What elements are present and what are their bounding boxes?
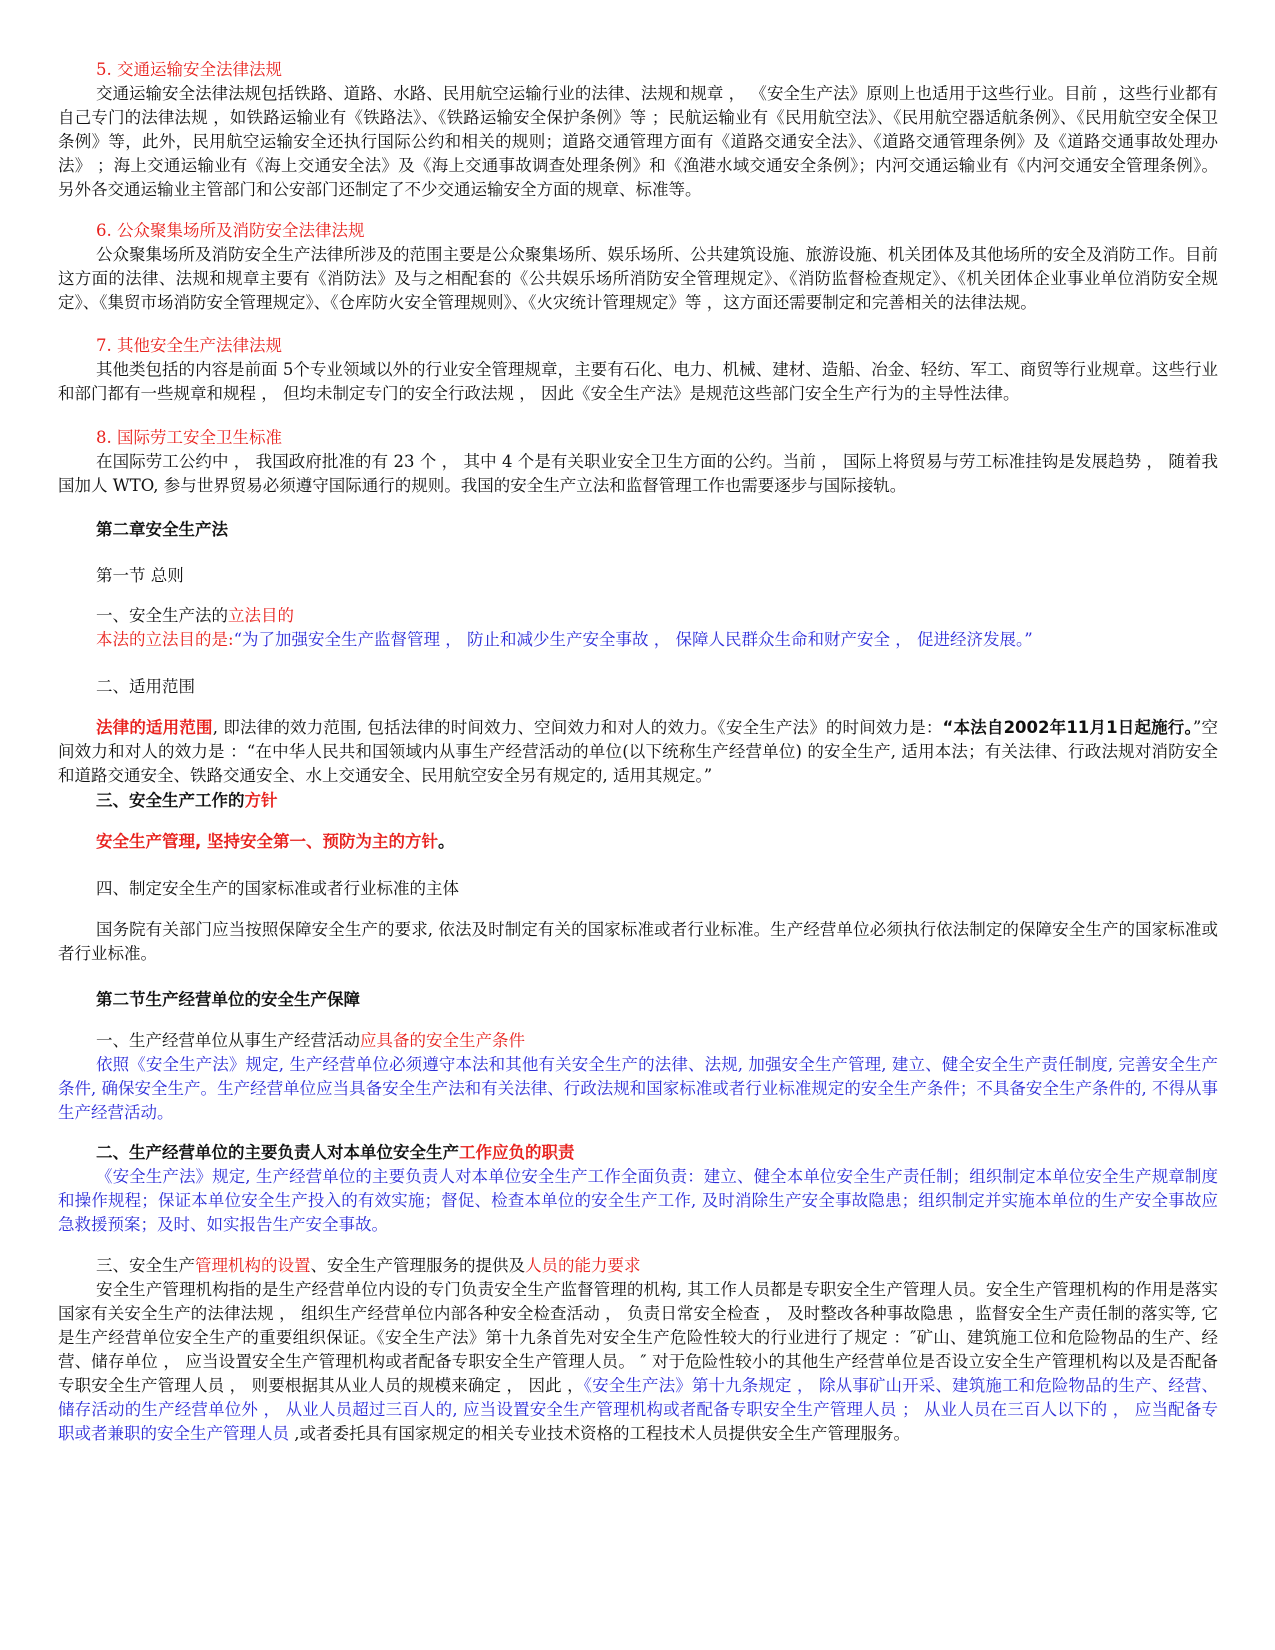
chapter-2-title: 第二章安全生产法 <box>96 520 228 539</box>
organization-heading-a: 三、安全生产 <box>96 1256 195 1275</box>
scope-heading: 二、适用范围 <box>96 677 195 696</box>
section-7-title: 7. 其他安全生产法律法规 <box>96 336 282 355</box>
section-8-title: 8. 国际劳工安全卫生标准 <box>96 428 282 447</box>
purpose-text-lead: 本法的立法目的是: <box>96 630 234 649</box>
section-6-text: 公众聚集场所及消防安全生产法律所涉及的范围主要是公众聚集场所、娱乐场所、公共建筑设施、旅游设施、机关团体及其他场所的安全及消防工作。目前这方面的法律、法规和规章主要有《消防法》及与之相配套的《公共娱乐场所消防安全管理规定》、《消防监督检查规定》、《机关团体企业事业单位消防安全规定》、《集贸市场消防安全管理规定》、《仓库防火安全管理规则》、《火灾统计管理规定》等 ，这方面还需要制定和完善相关的法律法规。 <box>58 245 1218 312</box>
standards-heading: 四、制定安全生产的国家标准或者行业标准的主体 <box>96 879 459 898</box>
purpose-heading-prefix: 一、安全生产法的 <box>96 606 228 625</box>
policy-text <box>96 830 455 854</box>
policy-heading-highlight: 方针 <box>244 791 278 810</box>
section-5-title: 5. 交通运输安全法律法规 <box>96 60 282 79</box>
organization-text-a: 安全生产管理机构指的是生产经营单位内设的专门负责安全生产监督管理的机构, 其工作人员都是专职安全生产管理人员。安全生产管理机构的作用是落实国家有关安全生产的法律法规 ， 组织生产经营单位内部各种安全检查活动 ， 负责日常安全检查 ， 及时整改各种事故隐患 ，监督安全生产责任制的落实等, 它是生产经营单位安全生产的重要组织保证。《安全生产法》第十九条首先对安全生产危险性较大的行业进行了规定 ：″矿山、建筑施工位和危险物品的生产、经营、储存单位 ， 应当设置安全生产管理机构或者配备专职安全生产管理人员。 ″ 对于危险性较小的其他生产经营单位是否设立安全生产管理机构以及是否配备专职安全生产管理人员 ， 则要根据其从业人员的规模来确定 ， 因此 ， <box>58 1280 1218 1395</box>
responsibility-heading-prefix: 二、生产经营单位的主要负责人对本单位安全生产 <box>96 1143 459 1162</box>
policy-text-end: 。 <box>438 832 455 851</box>
responsibility-heading <box>96 1141 575 1165</box>
section-1-title: 第一节 总则 <box>96 566 184 585</box>
purpose-text-quote: “为了加强安全生产监督管理 ， 防止和减少生产安全事故 ， 保障人民群众生命和财产安全 ， 促进经济发展。” <box>233 630 1033 649</box>
organization-heading <box>96 1254 641 1278</box>
scope-text-lead: 法律的适用范围 <box>96 718 213 737</box>
organization-text <box>58 1278 1218 1446</box>
section-8-text: 在国际劳工公约中 ， 我国政府批准的有 23 个 ， 其中 4 个是有关职业安全卫生方面的公约。当前 ， 国际上将贸易与劳工标准挂钩是发展趋势 ， 随着我国加人 WTO, 参与世界贸易必须遵守国际通行的规则。我国的安全生产立法和监督管理工作也需要逐步与国际接轨。 <box>58 452 1218 495</box>
conditions-heading-prefix: 一、生产经营单位从事生产经营活动 <box>96 1031 360 1050</box>
conditions-heading-highlight: 应具备的安全生产条件 <box>360 1031 525 1050</box>
scope-text-bold: “本法自2002年11月1日起施行。 <box>942 718 1193 737</box>
policy-heading <box>96 789 278 813</box>
scope-text-body-b: ”空间效力和对人的效力是 ：“在中华人民共和国领域内从事生产经营活动的单位(以下统称生产经营单位) 的安全生产, 适用本法；有关法律、行政法规对消防安全和道路交通安全、铁路交通安全、水上交通安全、民用航空安全另有规定的, 适用其规定。” <box>58 718 1218 785</box>
conditions-heading <box>96 1029 525 1053</box>
purpose-heading-highlight: 立法目的 <box>228 606 294 625</box>
policy-text-body: 安全生产管理, 坚持安全第一、预防为主的方针 <box>96 832 439 851</box>
organization-text-c: ,或者委托具有国家规定的相关专业技术资格的工程技术人员提供安全生产管理服务。 <box>289 1424 910 1443</box>
scope-text <box>58 716 1218 788</box>
section-5-text: 交通运输安全法律法规包括铁路、道路、水路、民用航空运输行业的法律、法规和规章 ， 《安全生产法》原则上也适用于这些行业。目前 ，这些行业都有自己专门的法律法规 ，如铁路运输业有《铁路法》、《铁路运输安全保护条例》等 ；民航运输业有《民用航空法》、《民用航空器适航条例》、《民用航空安全保卫条例》等，此外，民用航空运输安全还执行国际公约和相关的规则；道路交通管理方面有《道路交通安全法》、《道路交通管理条例》及《道路交通事故处理办法》 ；海上交通运输业有《海上交通安全法》及《海上交通事故调查处理条例》和《渔港水域交通安全条例》；内河交通运输业有《内河交通安全管理条例》。另外各交通运输业主管部门和公安部门还制定了不少交通运输安全方面的规章、标准等。 <box>58 84 1218 199</box>
policy-heading-prefix: 三、安全生产工作的 <box>96 791 245 810</box>
section-7-text: 其他类包括的内容是前面 5个专业领域以外的行业安全管理规章，主要有石化、电力、机械、建材、造船、冶金、轻纺、军工、商贸等行业规章。这些行业和部门都有一些规章和规程 ， 但均未制定专门的安全行政法规 ， 因此《安全生产法》是规范这些部门安全生产行为的主导性法律。 <box>58 360 1218 403</box>
organization-text-b: 《安全生产法》第十九条规定 ， 除从事矿山开采、建筑施工和危险物品的生产、经营、储存活动的生产经营单位外 ， 从业人员超过三百人的, 应当设置安全生产管理机构或者配备专职安全生产管理人员 ； 从业人员在三百人以下的 ， 应当配备专职或者兼职的安全生产管理人员 <box>58 1376 1218 1443</box>
organization-heading-b: 管理机构的设置 <box>195 1256 311 1275</box>
responsibility-text: 《安全生产法》规定, 生产经营单位的主要负责人对本单位安全生产工作全面负责：建立、健全本单位安全生产责任制；组织制定本单位安全生产规章制度和操作规程；保证本单位安全生产投入的有效实施；督促、检查本单位的安全生产工作, 及时消除生产安全事故隐患；组织制定并实施本单位的生产安全事故应急救援预案；及时、如实报告生产安全事故。 <box>58 1167 1218 1234</box>
standards-text: 国务院有关部门应当按照保障安全生产的要求, 依法及时制定有关的国家标准或者行业标准。生产经营单位必须执行依法制定的保障安全生产的国家标准或者行业标准。 <box>58 920 1218 963</box>
conditions-text: 依照《安全生产法》规定, 生产经营单位必须遵守本法和其他有关安全生产的法律、法规, 加强安全生产管理, 建立、健全安全生产责任制度, 完善安全生产条件, 确保安全生产。生产经营单位应当具备安全生产法和有关法律、行政法规和国家标准或者行业标准规定的安全生产条件；不具备安全生产条件的, 不得从事生产经营活动。 <box>58 1055 1218 1122</box>
scope-text-body-a: , 即法律的效力范围, 包括法律的时间效力、空间效力和对人的效力。《安全生产法》的时间效力是： <box>212 718 943 737</box>
section-6-title: 6. 公众聚集场所及消防安全法律法规 <box>96 221 365 240</box>
organization-heading-c: 、安全生产管理服务的提供及 <box>310 1256 525 1275</box>
purpose-text <box>96 628 1033 652</box>
responsibility-heading-highlight: 工作应负的职责 <box>459 1143 575 1162</box>
organization-heading-d: 人员的能力要求 <box>525 1256 641 1275</box>
section-2-title: 第二节生产经营单位的安全生产保障 <box>96 990 360 1009</box>
purpose-heading <box>96 604 294 628</box>
